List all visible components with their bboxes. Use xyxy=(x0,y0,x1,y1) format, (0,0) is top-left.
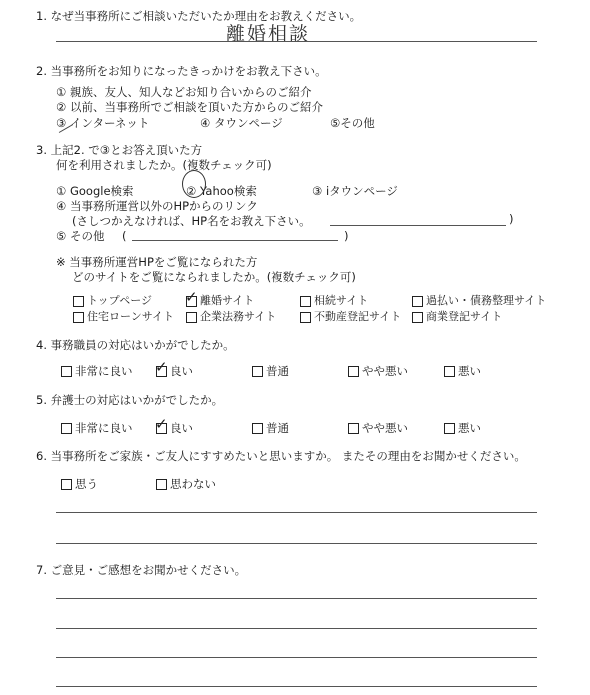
site-commercial-label: 商業登記サイト xyxy=(426,310,503,323)
site-commercial-checkbox[interactable] xyxy=(412,312,423,323)
q7-comment-line-4[interactable] xyxy=(56,686,537,687)
q3-option-yahoo[interactable]: ② Yahoo検索 xyxy=(186,184,257,198)
q5-very-good-checkbox[interactable] xyxy=(61,423,72,434)
q4-bad-checkbox[interactable] xyxy=(444,366,455,377)
site-mortgage-checkbox[interactable] xyxy=(73,312,84,323)
q3-selection-circle xyxy=(182,170,206,198)
q3-option-itownpage[interactable]: ③ iタウンページ xyxy=(312,184,398,198)
site-debt-checkbox[interactable] xyxy=(412,296,423,307)
q4-question: 4. 事務職員の対応はいかがでしたか。 xyxy=(36,338,235,352)
q4-good-checkmark: ✓ xyxy=(155,358,168,376)
q5-somewhat-bad-checkbox[interactable] xyxy=(348,423,359,434)
q3-option-4-line2: (さしつかえなければ、HP名をお教え下さい。 xyxy=(72,214,311,228)
q4-good-label: 良い xyxy=(170,364,193,378)
site-realestate-label: 不動産登記サイト xyxy=(314,310,402,323)
q5-bad-label: 悪い xyxy=(458,421,481,435)
q2-option-2[interactable]: ② 以前、当事務所でご相談を頂いた方からのご紹介 xyxy=(56,100,323,114)
q6-reason-line-1[interactable] xyxy=(56,512,537,513)
site-divorce-label: 離婚サイト xyxy=(200,294,255,307)
q2-question: 2. 当事務所をお知りになったきっかけをお教え下さい。 xyxy=(36,64,327,78)
site-mortgage-label: 住宅ローンサイト xyxy=(87,310,175,323)
q1-answer-line xyxy=(56,41,537,42)
q7-question: 7. ご意見・ご感想をお聞かせください。 xyxy=(36,563,247,577)
site-inheritance-checkbox[interactable] xyxy=(300,296,311,307)
q5-good-label: 良い xyxy=(170,421,193,435)
q5-bad-checkbox[interactable] xyxy=(444,423,455,434)
site-realestate-checkbox[interactable] xyxy=(300,312,311,323)
q3-option-other[interactable]: ⑤ その他 xyxy=(56,229,105,243)
q6-yes-label: 思う xyxy=(75,477,98,491)
q4-bad-label: 悪い xyxy=(458,364,481,378)
q3-other-line[interactable] xyxy=(132,240,338,241)
site-top-label: トップページ xyxy=(87,294,153,307)
q2-option-1[interactable]: ① 親族、友人、知人などお知り合いからのご紹介 xyxy=(56,85,312,99)
q4-somewhat-bad-checkbox[interactable] xyxy=(348,366,359,377)
q3-hp-close-paren: ) xyxy=(509,212,514,226)
q7-comment-line-3[interactable] xyxy=(56,657,537,658)
q4-somewhat-bad-label: やや悪い xyxy=(362,364,408,378)
q3-hp-name-line[interactable] xyxy=(330,225,506,226)
site-top-checkbox[interactable] xyxy=(73,296,84,307)
q4-normal-label: 普通 xyxy=(266,364,289,378)
q6-question: 6. 当事務所をご家族・ご友人にすすめたいと思いますか。 またその理由をお聞かせください。 xyxy=(36,449,526,463)
q5-very-good-label: 非常に良い xyxy=(75,421,133,435)
q3-note-line2: どのサイトをご覧になられましたか。(複数チェック可) xyxy=(72,270,356,284)
q6-reason-line-2[interactable] xyxy=(56,543,537,544)
q2-option-3[interactable]: ③ インターネット xyxy=(56,116,150,130)
site-corporate-checkbox[interactable] xyxy=(186,312,197,323)
q3-option-4-line1[interactable]: ④ 当事務所運営以外のHPからのリンク xyxy=(56,199,258,213)
site-inheritance-label: 相続サイト xyxy=(314,294,369,307)
q5-normal-label: 普通 xyxy=(266,421,289,435)
q3-option-google[interactable]: ① Google検索 xyxy=(56,184,134,198)
q1-question: 1. なぜ当事務所にご相談いただいたか理由をお教えください。 xyxy=(36,9,362,23)
q3-other-close-paren: ) xyxy=(344,229,349,243)
q6-no-checkbox[interactable] xyxy=(156,479,167,490)
q4-very-good-label: 非常に良い xyxy=(75,364,133,378)
q7-comment-line-1[interactable] xyxy=(56,598,537,599)
q5-good-checkmark: ✓ xyxy=(155,415,168,433)
q2-option-5[interactable]: ⑤その他 xyxy=(330,116,375,130)
q4-very-good-checkbox[interactable] xyxy=(61,366,72,377)
q5-somewhat-bad-label: やや悪い xyxy=(362,421,408,435)
q3-other-open-paren: ( xyxy=(122,229,127,243)
q6-no-label: 思わない xyxy=(170,477,216,491)
q4-normal-checkbox[interactable] xyxy=(252,366,263,377)
site-corporate-label: 企業法務サイト xyxy=(200,310,277,323)
site-debt-label: 過払い・債務整理サイト xyxy=(426,294,547,307)
q5-question: 5. 弁護士の対応はいかがでしたか。 xyxy=(36,393,224,407)
q2-option-4[interactable]: ④ タウンページ xyxy=(200,116,283,130)
q1-handwritten-answer[interactable]: 離婚相談 xyxy=(226,23,311,45)
q6-yes-checkbox[interactable] xyxy=(61,479,72,490)
q3-question-line2: 何を利用されましたか。(複数チェック可) xyxy=(56,158,272,172)
q3-note-line1: ※ 当事務所運営HPをご覧になられた方 xyxy=(56,255,258,269)
q7-comment-line-2[interactable] xyxy=(56,628,537,629)
q5-normal-checkbox[interactable] xyxy=(252,423,263,434)
q3-question-line1: 3. 上記2. で③とお答え頂いた方 xyxy=(36,143,203,157)
site-divorce-checkmark: ✓ xyxy=(185,288,198,306)
